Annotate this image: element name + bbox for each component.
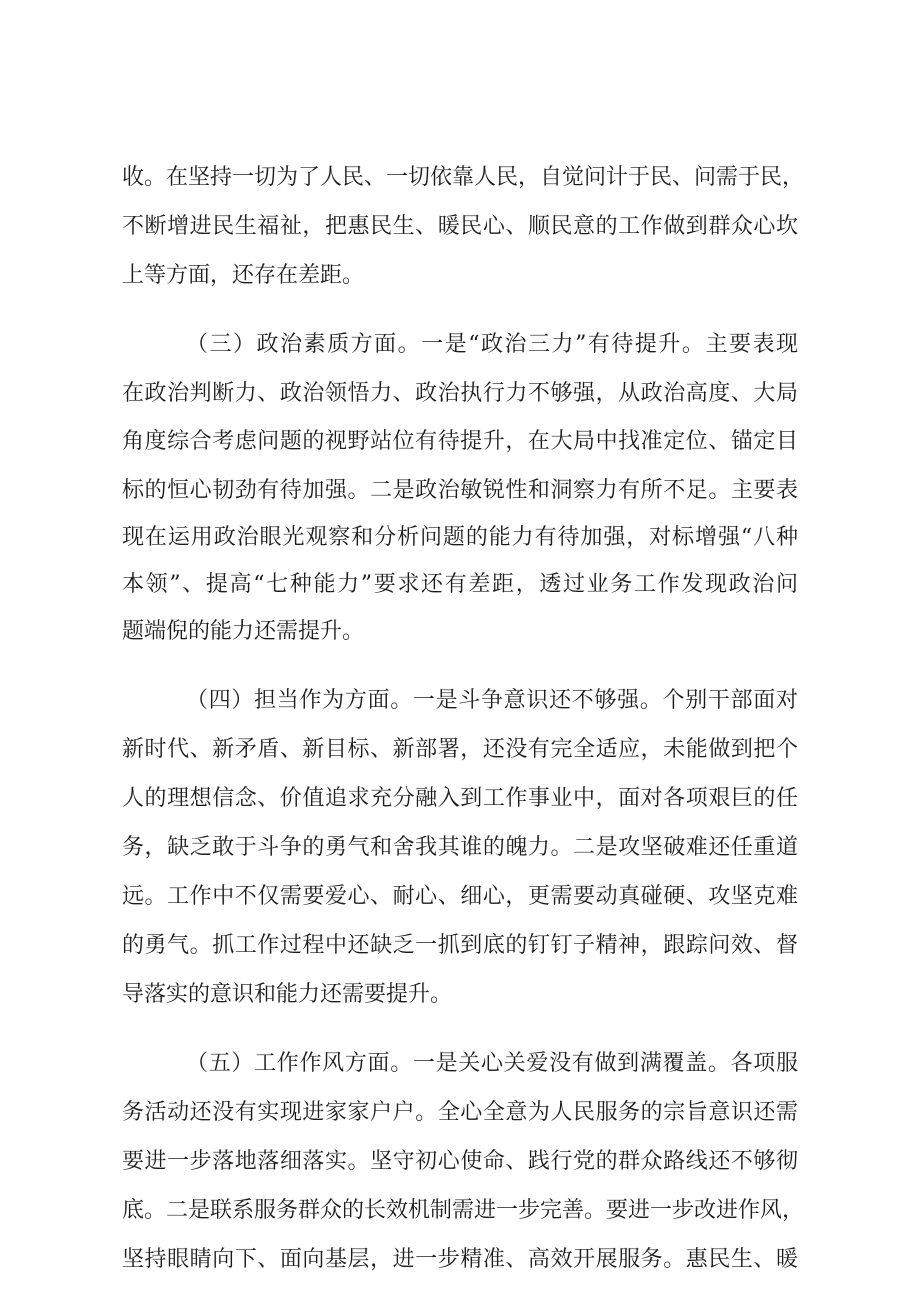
text-line: 不断增进民生福祉，把惠民生、暖民心、顺民意的工作做到群众心坎 [122,214,798,239]
text-line: 在政治判断力、政治领悟力、政治执行力不够强，从政治高度、大局 [122,381,798,406]
text-line: 新时代、新矛盾、新目标、新部署，还没有完全适应，未能做到把个 [122,737,798,762]
text-line: 务活动还没有实现进家家户户。全心全意为人民服务的宗旨意识还需 [122,1100,798,1125]
text-line: 收。在坚持一切为了人民、一切依靠人民，自觉问计于民、问需于民， [122,165,805,190]
text-line: 要进一步落地落细落实。坚守初心使命、践行党的群众路线还不够彻 [122,1149,798,1174]
text-line: 标的恒心韧劲有待加强。二是政治敏锐性和洞察力有所不足。主要表 [122,478,798,503]
text-line: 题端倪的能力还需提升。 [122,619,365,644]
text-line: 底。二是联系服务群众的长效机制需进一步完善。要进一步改进作风， [122,1198,805,1223]
text-line: 导落实的意识和能力还需要提升。 [122,982,453,1007]
section-heading-line: （三）政治素质方面。一是“政治三力”有待提升。主要表现 [186,332,798,357]
text-line: 务，缺乏敢于斗争的勇气和舍我其谁的魄力。二是攻坚破难还任重道 [122,835,798,860]
text-line: 上等方面，还存在差距。 [122,263,365,288]
text-line: 的勇气。抓工作过程中还缺乏一抓到底的钉钉子精神，跟踪问效、督 [122,933,798,958]
section-heading-line: （五）工作作风方面。一是关心关爱没有做到满覆盖。各项服 [186,1051,798,1076]
text-line: 现在运用政治眼光观察和分析问题的能力有待加强，对标增强“八种 [122,525,798,550]
text-line: 远。工作中不仅需要爱心、耐心、细心，更需要动真碰硬、攻坚克难 [122,884,798,909]
text-line: 本领”、提高“七种能力”要求还有差距，透过业务工作发现政治问 [122,572,798,597]
section-heading-line: （四）担当作为方面。一是斗争意识还不够强。个别干部面对 [186,688,798,713]
text-line: 角度综合考虑问题的视野站位有待提升，在大局中找准定位、锚定目 [122,429,798,454]
text-line: 人的理想信念、价值追求充分融入到工作事业中，面对各项艰巨的任 [122,786,798,811]
text-line: 坚持眼睛向下、面向基层，进一步精准、高效开展服务。惠民生、暖 [122,1247,798,1272]
